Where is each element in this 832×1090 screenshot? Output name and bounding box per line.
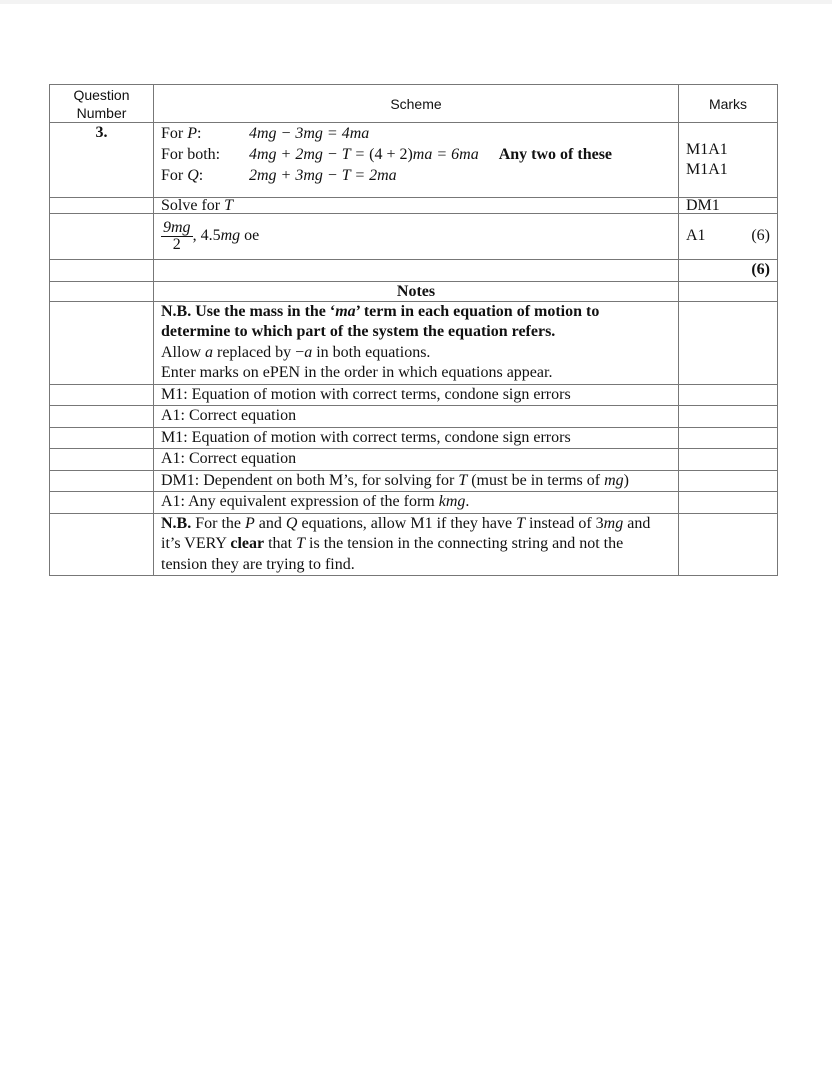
text-segment: kmg xyxy=(438,493,466,510)
empty-cell xyxy=(679,492,778,514)
text-segment: a xyxy=(205,343,213,361)
note-text xyxy=(154,492,679,514)
question-number-header: Question Number xyxy=(50,85,154,123)
note-row xyxy=(50,513,778,576)
note-row xyxy=(50,492,778,514)
text-segment: N.B. Use the mass in the ‘ xyxy=(161,302,336,320)
text-segment: ma xyxy=(335,302,356,320)
text-segment: For xyxy=(161,125,188,142)
notes-title: Notes xyxy=(154,281,679,301)
mark-scheme-table xyxy=(49,84,778,576)
answer-fraction xyxy=(161,220,193,253)
any-two-note: Any two of these xyxy=(498,146,613,164)
text-segment: : xyxy=(197,125,202,142)
text-segment: mg xyxy=(604,471,624,489)
note-text xyxy=(154,470,679,492)
note-text xyxy=(154,427,679,449)
text-segment: and it’s VERY xyxy=(161,514,651,552)
text-segment: T xyxy=(458,471,468,489)
note-row xyxy=(50,470,778,492)
note-row xyxy=(50,301,778,384)
equation-line xyxy=(161,166,479,187)
text-segment: replaced by − xyxy=(213,343,305,361)
equation xyxy=(249,166,397,187)
scheme-header: Scheme xyxy=(154,85,679,123)
empty-cell xyxy=(679,427,778,449)
text-segment: 4mg + 2mg − T = xyxy=(249,146,370,163)
text-segment: Q xyxy=(187,167,199,184)
text-segment: instead of 3 xyxy=(525,514,604,532)
text-segment: M1: Equation of motion with correct terms, condone sign errors xyxy=(161,385,571,403)
empty-cell xyxy=(50,384,154,406)
mark: DM1 xyxy=(679,198,778,214)
text-segment: ’ term in each equation of motion to determine to which part of the system the equation refers. xyxy=(161,302,600,340)
text-segment: 2mg + 3mg − T = 2ma xyxy=(249,167,397,184)
note-row xyxy=(50,427,778,449)
text-segment: ma = 6ma xyxy=(412,146,479,163)
text-segment: T xyxy=(224,197,234,214)
header-row xyxy=(50,85,778,123)
text-segment: Allow xyxy=(161,343,205,361)
text-segment: 4mg − 3mg = 4ma xyxy=(249,125,370,142)
text-segment: For xyxy=(161,167,188,184)
empty-cell xyxy=(50,406,154,428)
text-segment: Solve for xyxy=(161,197,225,214)
page-top-edge xyxy=(0,0,832,4)
equations-list xyxy=(161,124,479,187)
equation xyxy=(249,124,369,145)
text-segment: P xyxy=(245,514,255,532)
text-segment: mg xyxy=(603,514,624,532)
text-segment: . xyxy=(465,493,470,510)
empty-cell xyxy=(50,492,154,514)
text-segment: in both equations. xyxy=(312,343,431,361)
equations-row xyxy=(50,123,778,198)
text-segment: For the xyxy=(191,514,246,532)
text-segment: A1: Any equivalent expression of the form xyxy=(161,493,439,510)
text-segment: clear xyxy=(230,535,265,552)
empty-cell xyxy=(50,301,154,384)
empty-cell xyxy=(50,427,154,449)
mark: A1 xyxy=(686,227,706,245)
empty-cell xyxy=(679,301,778,384)
text-segment: mg xyxy=(220,227,241,245)
equation-label xyxy=(161,124,249,145)
empty-cell xyxy=(50,513,154,576)
note-text xyxy=(154,513,679,576)
equation-line xyxy=(161,145,479,166)
text-segment: Q xyxy=(285,514,298,532)
text-segment: Enter marks on ePEN in the order in which equations appear. xyxy=(161,364,553,381)
text-segment: a xyxy=(304,343,313,361)
empty-cell xyxy=(679,470,778,492)
note-row xyxy=(50,384,778,406)
text-segment: : xyxy=(198,167,204,184)
text-segment: that xyxy=(264,535,297,552)
text-segment: A1: Correct equation xyxy=(161,407,297,424)
notes-title-row xyxy=(50,281,778,301)
text-segment: is the tension in the connecting string and not the tension they are trying to find. xyxy=(161,535,624,573)
text-segment: A1: Correct equation xyxy=(161,450,297,467)
note-text xyxy=(154,301,679,384)
text-segment: N.B. xyxy=(161,514,192,532)
text-segment: , 4.5 xyxy=(192,227,221,245)
empty-cell xyxy=(679,513,778,576)
solve-row xyxy=(50,198,778,214)
fraction-numerator: 9mg xyxy=(163,219,191,236)
text-segment: T xyxy=(296,535,306,552)
text-segment: ) xyxy=(623,471,629,489)
empty-cell xyxy=(679,384,778,406)
text-segment: (4 + 2) xyxy=(369,146,413,163)
empty-cell xyxy=(50,449,154,471)
total: (6) xyxy=(679,260,778,282)
text-segment: P xyxy=(187,125,198,142)
mark: M1A1 xyxy=(686,161,728,178)
equation xyxy=(249,145,479,166)
answer-row xyxy=(50,214,778,260)
note-row xyxy=(50,449,778,471)
note-text xyxy=(154,384,679,406)
text-segment: M1: Equation of motion with correct terms, condone sign errors xyxy=(161,428,571,446)
empty-cell xyxy=(679,406,778,428)
empty-cell xyxy=(50,470,154,492)
note-text xyxy=(154,406,679,428)
note-row xyxy=(50,406,778,428)
solve-text xyxy=(154,198,679,214)
text-segment: and xyxy=(254,514,286,532)
answer-text xyxy=(193,227,260,244)
equation-line xyxy=(161,124,479,145)
text-segment: (must be in terms of xyxy=(467,471,605,489)
note-text xyxy=(154,449,679,471)
question-number: 3. xyxy=(50,123,154,198)
mark: M1A1 xyxy=(686,140,728,158)
equation-label xyxy=(161,166,249,187)
equation-label xyxy=(161,145,249,166)
marks-header: Marks xyxy=(679,85,778,123)
fraction-denominator: 2 xyxy=(172,236,181,253)
text-segment: T xyxy=(516,514,525,532)
text-segment: oe xyxy=(240,227,260,245)
text-segment: For both: xyxy=(161,146,221,163)
empty-cell xyxy=(679,449,778,471)
subtotal: (6) xyxy=(751,227,770,245)
total-row xyxy=(50,260,778,282)
text-segment: equations, allow M1 if they have xyxy=(297,514,517,532)
text-segment: DM1: Dependent on both M’s, for solving for xyxy=(161,471,459,489)
